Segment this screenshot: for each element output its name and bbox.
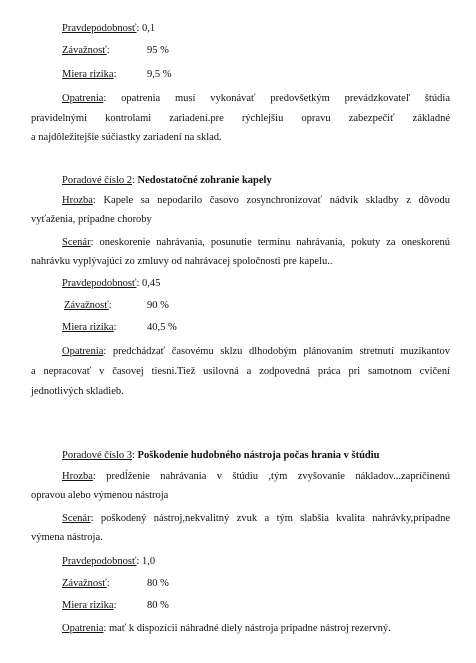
scenario-line-2: výmena nástroja. [31, 532, 103, 543]
scenario-label: Scenár [62, 237, 91, 248]
measures-label: Opatrenia [62, 623, 104, 634]
scenario-line-2: nahrávku vyplývajúci zo zmluvy od nahrávacej spoločnosti pre kapelu.. [31, 256, 333, 267]
probability-row [62, 23, 155, 35]
measures-line-1: Opatrenia: opatrenia musí vykonávať predovšetkým prevádzkovateľ štúdia [62, 93, 450, 104]
order-label: Poradové číslo 3 [62, 450, 132, 461]
severity-value: 90 % [147, 300, 169, 311]
threat-line-2: opravou alebo výmenou nástroja [31, 490, 169, 501]
risk-value: 80 % [147, 600, 169, 611]
risk-row [62, 322, 117, 334]
measures-label: Opatrenia [62, 346, 104, 357]
measures-line-2: a nepracovať v časovej tiesni.Tiež usilovná a zodpovedná práca pri samotnom cvičení [31, 366, 450, 377]
risk-value: 40,5 % [147, 322, 177, 333]
threat-line-1: Hrozba: predĺženie nahrávania v štúdiu ,tým zvyšovanie nákladov...zapríčinenú [62, 471, 450, 482]
risk-label: Miera rizika [62, 322, 114, 333]
scenario-line-1: Scenár: oneskorenie nahrávania, posunutie termínu nahrávania, pokuty za oneskorenú [62, 237, 450, 248]
severity-label: Závažnosť [62, 45, 107, 56]
measures-line-2: pravidelnými kontrolami zariadení.pre rýchlejšiu opravu zabezpečiť základné [31, 113, 450, 124]
scenario-line-1: Scenár: poškodený nástroj,nekvalitný zvuk a tým slabšia kvalita nahrávky,prípadne [62, 513, 450, 524]
probability-value: : 0,45 [136, 278, 161, 289]
section-title: Poškodenie hudobného nástroja počas hrania v štúdiu [137, 450, 380, 461]
risk-value: 9,5 % [147, 69, 172, 80]
risk-row [62, 69, 117, 81]
risk-label: Miera rizika [62, 69, 114, 80]
risk-colon: : [113, 69, 117, 80]
section-heading-2: Poradové číslo 2: Nedostatočné zohranie kapely [62, 175, 272, 186]
probability-label: Pravdepodobnosť [62, 556, 137, 567]
severity-value: 95 % [147, 45, 169, 56]
probability-value: : 0,1 [136, 23, 156, 34]
severity-value: 80 % [147, 578, 169, 589]
probability-label: Pravdepodobnosť [62, 23, 137, 34]
scenario-label: Scenár [62, 513, 91, 524]
threat-line-2: vyťaženia, prípadne choroby [31, 214, 152, 225]
section-title: Nedostatočné zohranie kapely [137, 175, 272, 186]
measures-line-1: Opatrenia: mať k dispozícii náhradné diely nástroja prípadne nástroj rezervný. [62, 623, 391, 634]
measures-line-3: a najdôležitejšie súčiastky zariadení na sklad. [31, 132, 222, 143]
severity-label: Závažnosť [62, 578, 107, 589]
measures-line-3: jednotlivých skladieb. [31, 386, 124, 397]
section-heading-3: Poradové číslo 3: Poškodenie hudobného nástroja počas hrania v štúdiu [62, 450, 380, 461]
severity-colon: : [106, 45, 110, 56]
threat-label: Hrozba [62, 471, 93, 482]
severity-colon: : [106, 578, 110, 589]
severity-row [64, 300, 112, 312]
order-label: Poradové číslo 2 [62, 175, 132, 186]
measures-line-1: Opatrenia: predchádzať časovému sklzu dlhodobým plánovaním stretnutí muzikantov [62, 346, 450, 357]
probability-row [62, 556, 155, 568]
risk-row [62, 600, 117, 612]
probability-value: : 1,0 [136, 556, 156, 567]
severity-colon: : [108, 300, 112, 311]
measures-label: Opatrenia [62, 93, 104, 104]
threat-label: Hrozba [62, 195, 93, 206]
risk-colon: : [113, 600, 117, 611]
risk-colon: : [113, 322, 117, 333]
probability-row [62, 278, 160, 290]
risk-label: Miera rizika [62, 600, 114, 611]
severity-row [62, 45, 110, 57]
severity-row [62, 578, 110, 590]
probability-label: Pravdepodobnosť [62, 278, 137, 289]
severity-label: Závažnosť [64, 300, 109, 311]
threat-line-1: Hrozba: Kapele sa nepodarilo časovo zosynchronizovať nádvik skladby z dôvodu [62, 195, 450, 206]
